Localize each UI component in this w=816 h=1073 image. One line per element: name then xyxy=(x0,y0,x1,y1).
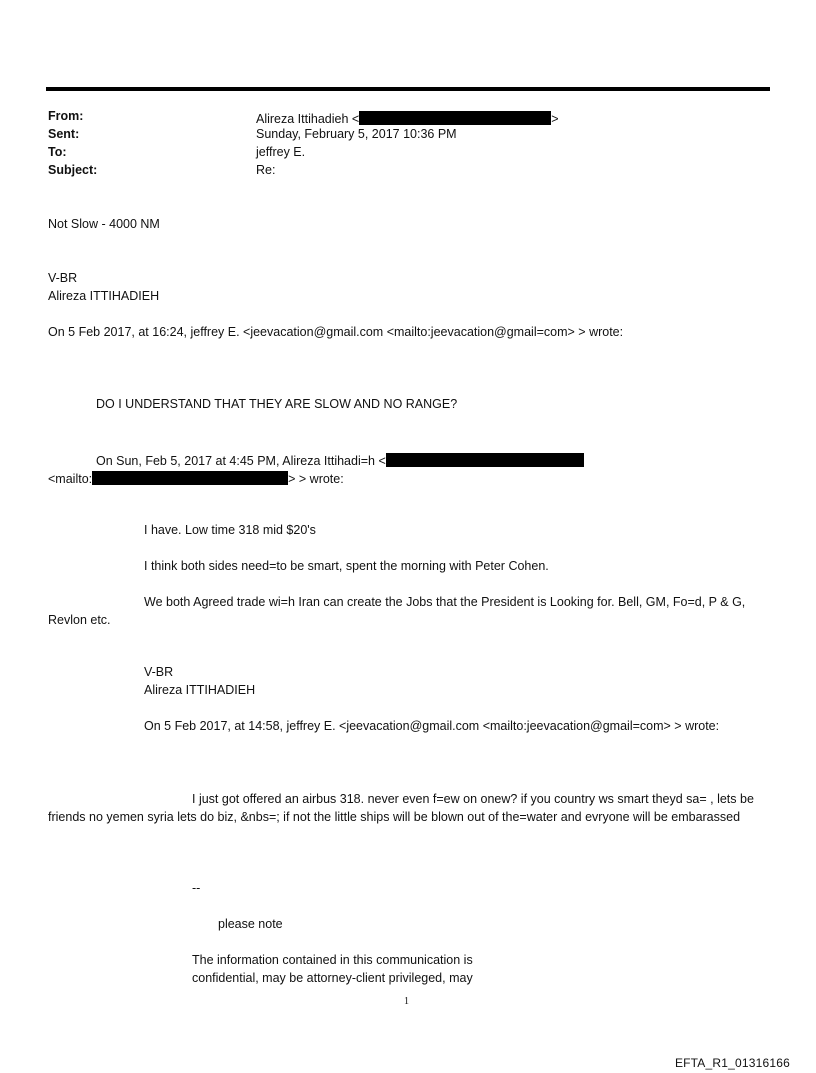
quote-3-text: I just got offered an airbus 318. never even f=ew on onew? if you country ws smart theyd sa= , lets be friends no yemen syria lets do biz, &nbs=; if not the little ships will be blown out of the=water and evryone will be embarassed xyxy=(48,792,754,824)
from-value xyxy=(256,109,559,126)
sent-label: Sent: xyxy=(48,127,80,141)
subject-label: Subject: xyxy=(48,163,98,177)
dash-separator: -- xyxy=(192,881,201,895)
header-rule xyxy=(46,87,770,91)
quote-2-header-text: On Sun, Feb 5, 2017 at 4:45 PM, Alireza Ittihadi=h < xyxy=(96,454,386,468)
redaction-box xyxy=(386,453,584,467)
signature-2-line-a: V-BR xyxy=(144,665,174,679)
body-line1: Not Slow - 4000 NM xyxy=(48,217,160,231)
redaction-box xyxy=(92,471,288,485)
quote-2-header-a xyxy=(96,451,584,468)
quote-1-text: DO I UNDERSTAND THAT THEY ARE SLOW AND NO RANGE? xyxy=(96,397,458,411)
from-name: Alireza Ittihadieh < xyxy=(256,112,360,126)
quote-1-header: On 5 Feb 2017, at 16:24, jeffrey E. <jeevacation@gmail.com <mailto:jeevacation@gmail=com> > wrote: xyxy=(48,325,624,339)
from-suffix: > xyxy=(551,112,559,126)
document-id: EFTA_R1_01316166 xyxy=(674,1056,790,1070)
wrote-suffix: > > wrote: xyxy=(288,472,344,486)
signature-1-line-b: Alireza ITTIHADIEH xyxy=(48,289,160,303)
quote-2-line2: I think both sides need=to be smart, spent the morning with Peter Cohen. xyxy=(144,559,549,573)
page-number: 1 xyxy=(404,996,409,1007)
redaction-box xyxy=(359,111,551,125)
from-label: From: xyxy=(48,109,84,123)
quote-2-line3: We both Agreed trade wi=h Iran can create the Jobs that the President is Looking for. Bell, GM, Fo=d, P & G, Revlon etc. xyxy=(48,595,746,627)
quote-2-header-b xyxy=(48,469,344,486)
please-note: please note xyxy=(218,917,283,931)
signature-2-line-b: Alireza ITTIHADIEH xyxy=(144,683,256,697)
subject-value: Re: xyxy=(256,163,276,177)
quote-2-line1: I have. Low time 318 mid $20's xyxy=(144,523,316,537)
confidential-line1: The information contained in this communication is xyxy=(192,953,473,967)
confidential-line2: confidential, may be attorney-client privileged, may xyxy=(192,971,473,985)
signature-1-line-a: V-BR xyxy=(48,271,78,285)
mailto-prefix: <mailto: xyxy=(48,472,93,486)
to-value: jeffrey E. xyxy=(256,145,306,159)
sent-value: Sunday, February 5, 2017 10:36 PM xyxy=(256,127,457,141)
to-label: To: xyxy=(48,145,67,159)
quote-3-header: On 5 Feb 2017, at 14:58, jeffrey E. <jeevacation@gmail.com <mailto:jeevacation@gmail=com> > wrote: xyxy=(144,719,720,733)
